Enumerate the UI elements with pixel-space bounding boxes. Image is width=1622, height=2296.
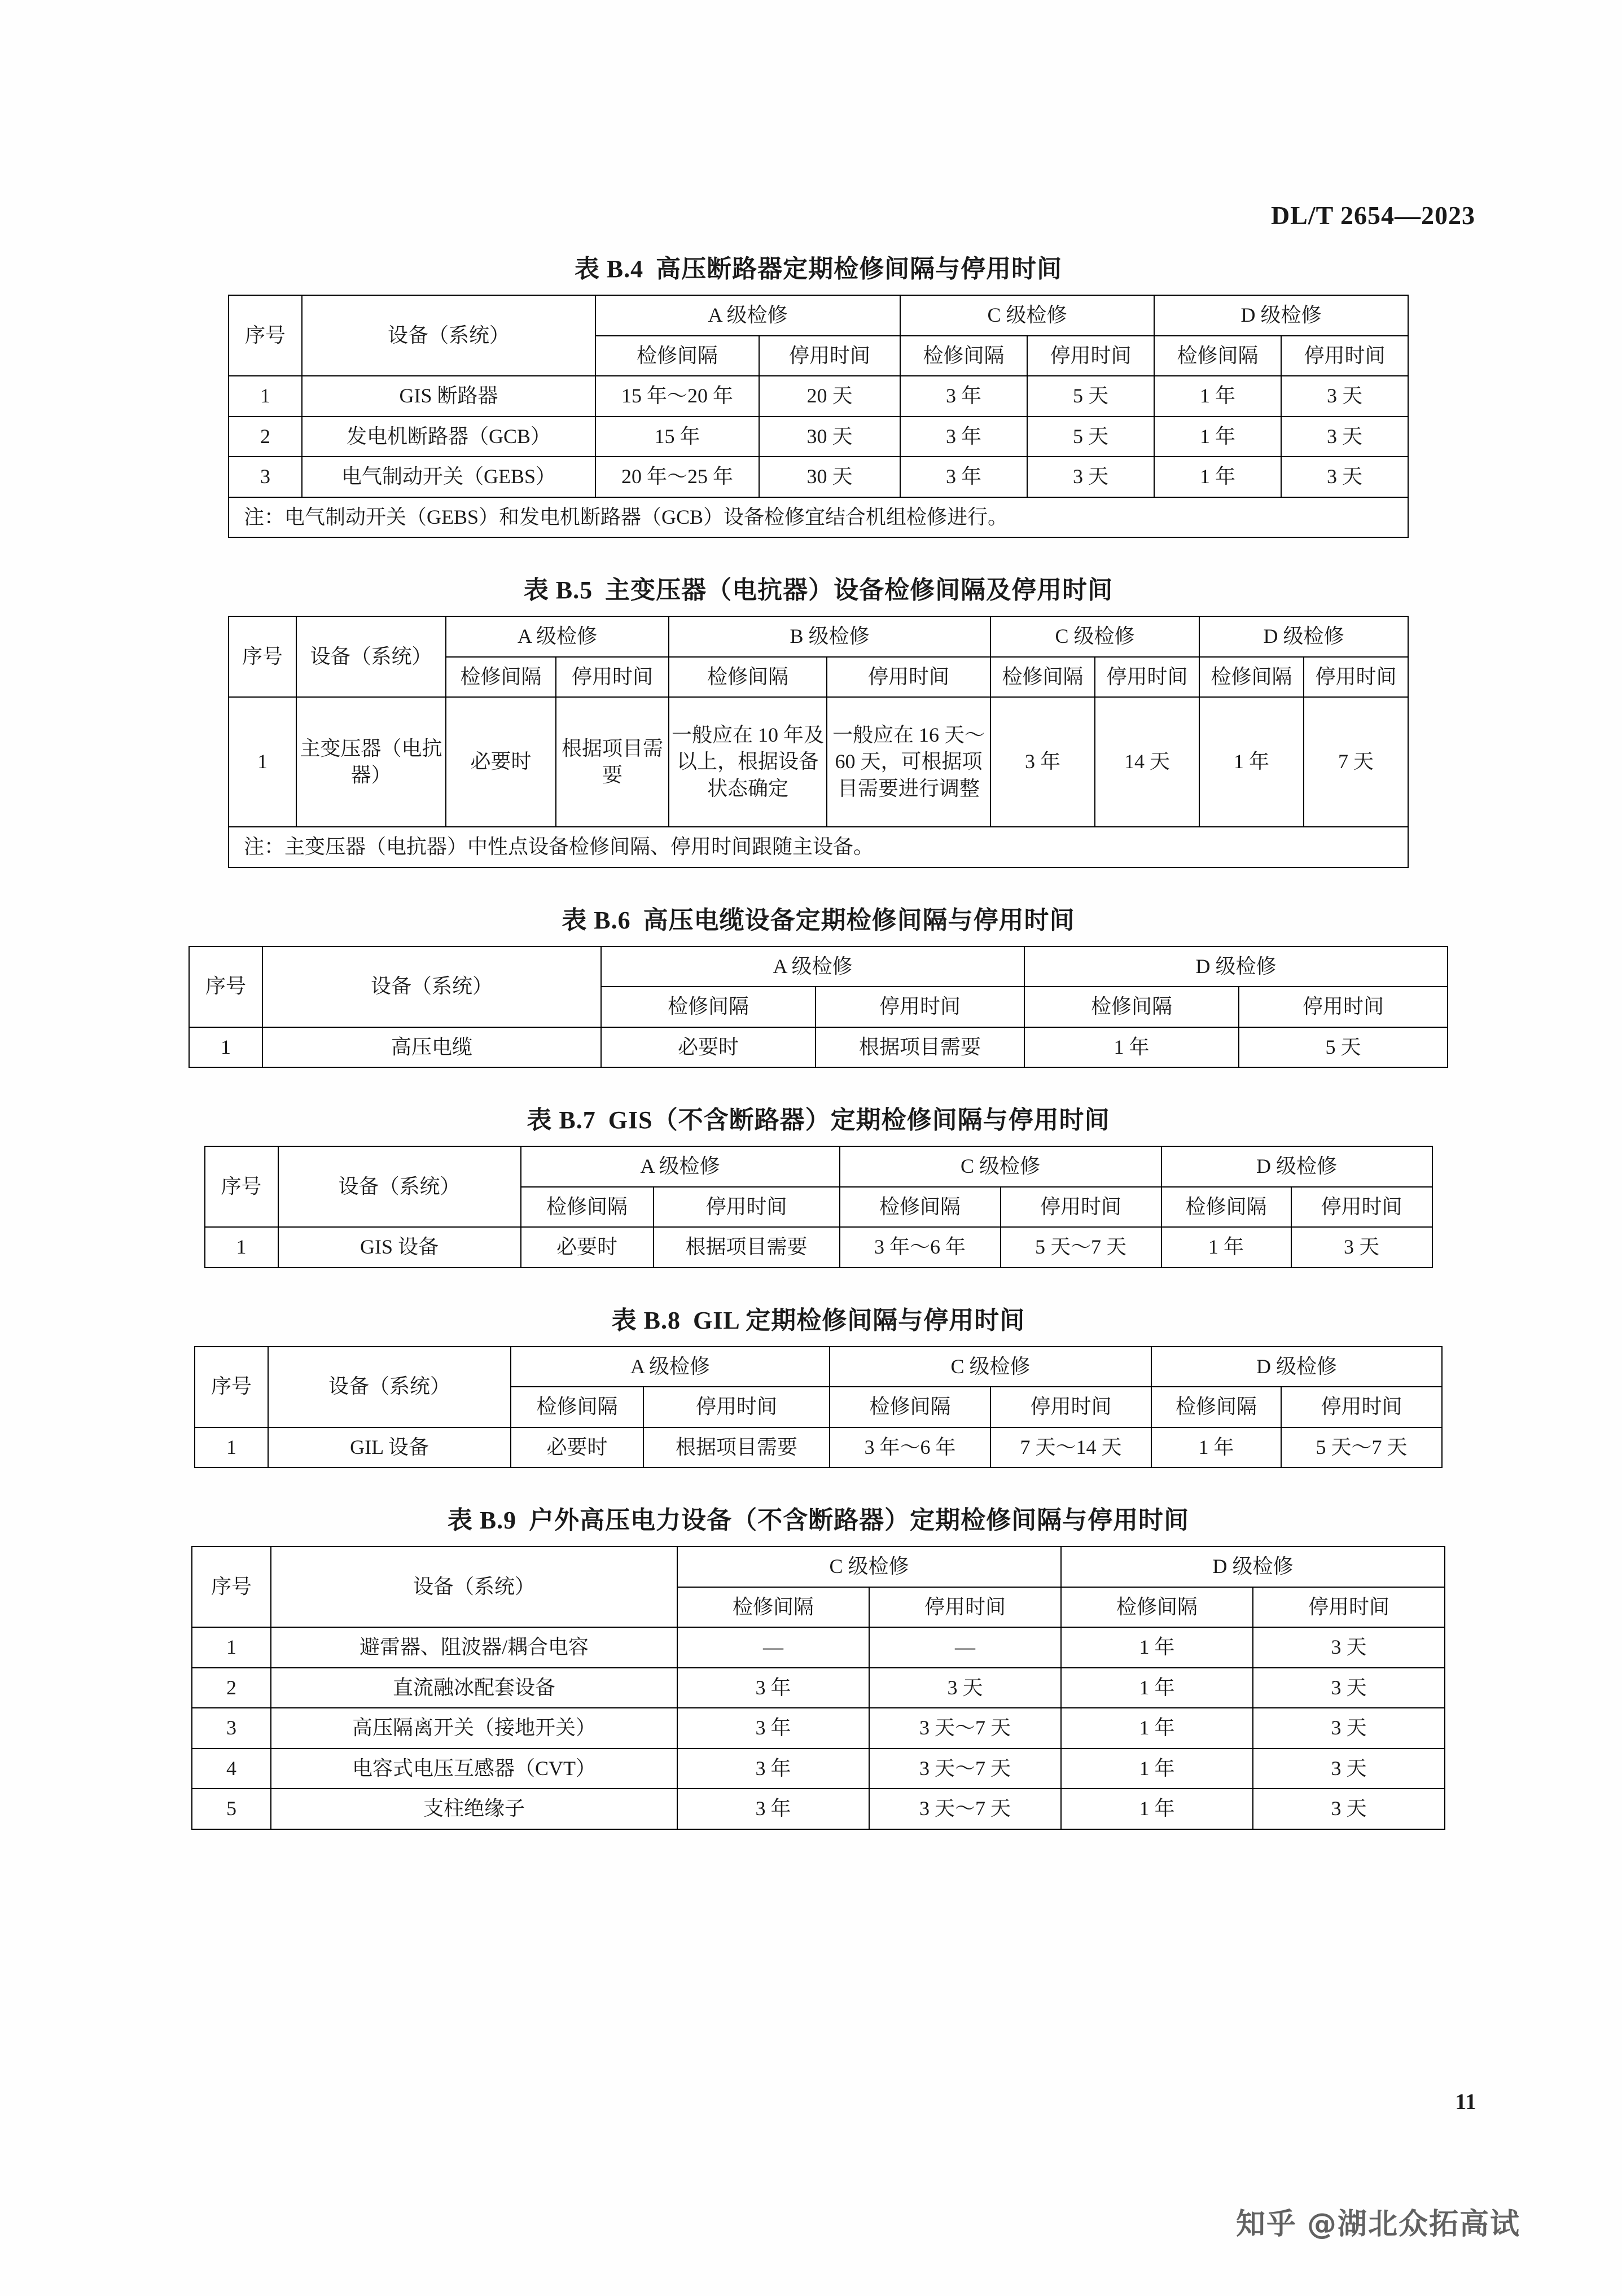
table-label-b4: 表 B.4 — [574, 255, 644, 283]
table-b4 — [228, 295, 1409, 538]
cell: 3 天 — [1281, 376, 1408, 417]
col-subheader: 检修间隔 — [1161, 1187, 1291, 1228]
cell: GIS 断路器 — [302, 376, 595, 417]
cell: 5 天 — [1027, 376, 1154, 417]
table-caption-b9: 户外高压电力设备（不含断路器）定期检修间隔与停用时间 — [529, 1506, 1190, 1535]
col-subheader: 停用时间 — [1291, 1187, 1432, 1228]
table-note-row — [229, 497, 1408, 538]
col-subheader: 停用时间 — [1304, 657, 1408, 698]
col-subheader: 检修间隔 — [595, 336, 759, 376]
cell: 1 — [189, 1027, 262, 1068]
col-header-seq: 序号 — [192, 1546, 271, 1627]
cell: 2 — [192, 1668, 271, 1708]
cell: 20 年～25 年 — [595, 457, 759, 497]
cell: 1 年 — [1151, 1427, 1281, 1468]
col-header-device: 设备（系统） — [262, 947, 601, 1027]
cell: 支柱绝缘子 — [271, 1789, 677, 1829]
col-header-seq: 序号 — [195, 1347, 268, 1427]
cell: 1 — [205, 1227, 278, 1268]
cell: 1 — [195, 1427, 268, 1468]
table-b6 — [188, 946, 1448, 1068]
col-group-d: D 级检修 — [1199, 616, 1408, 657]
cell: 1 年 — [1061, 1708, 1253, 1749]
table-row — [229, 697, 1408, 827]
cell: 电气制动开关（GEBS） — [302, 457, 595, 497]
col-header-seq: 序号 — [229, 616, 296, 697]
cell: 1 — [229, 376, 302, 417]
cell: 电容式电压互感器（CVT） — [271, 1749, 677, 1789]
cell: 3 天～7 天 — [869, 1708, 1061, 1749]
col-subheader: 检修间隔 — [521, 1187, 654, 1228]
col-subheader: 检修间隔 — [511, 1387, 643, 1427]
cell: 3 — [192, 1708, 271, 1749]
cell: 3 年 — [990, 697, 1095, 827]
col-header-seq: 序号 — [229, 295, 302, 376]
col-subheader: 停用时间 — [1095, 657, 1199, 698]
cell: 3 年 — [900, 417, 1027, 457]
col-subheader: 检修间隔 — [830, 1387, 990, 1427]
cell: 根据项目需要 — [643, 1427, 830, 1468]
cell: 避雷器、阻波器/耦合电容 — [271, 1627, 677, 1668]
cell: 15 年 — [595, 417, 759, 457]
col-subheader: 检修间隔 — [669, 657, 827, 698]
page-header-standard-code: DL/T 2654—2023 — [1270, 201, 1475, 230]
col-subheader: 检修间隔 — [1154, 336, 1281, 376]
col-subheader: 检修间隔 — [1199, 657, 1304, 698]
cell: 4 — [192, 1749, 271, 1789]
col-subheader: 停用时间 — [1253, 1587, 1445, 1628]
cell: 3 天 — [1253, 1668, 1445, 1708]
table-title-b4 — [186, 248, 1450, 284]
cell: 3 天 — [1027, 457, 1154, 497]
table-label-b7: 表 B.7 — [527, 1106, 596, 1134]
table-caption-b8: GIL 定期检修间隔与停用时间 — [693, 1306, 1025, 1334]
col-subheader: 检修间隔 — [677, 1587, 869, 1628]
watermark-username: @湖北众拓高试 — [1307, 2207, 1520, 2241]
col-subheader: 检修间隔 — [446, 657, 556, 698]
cell: 1 年 — [1061, 1749, 1253, 1789]
cell: 3 年 — [677, 1708, 869, 1749]
cell: 3 年～6 年 — [840, 1227, 1001, 1268]
col-subheader: 停用时间 — [556, 657, 669, 698]
cell: — — [869, 1627, 1061, 1668]
cell: GIS 设备 — [278, 1227, 521, 1268]
cell: 3 天 — [1281, 457, 1408, 497]
table-header-row — [205, 1146, 1432, 1187]
cell: 1 — [192, 1627, 271, 1668]
cell: 发电机断路器（GCB） — [302, 417, 595, 457]
col-header-device: 设备（系统） — [296, 616, 446, 697]
table-header-row — [195, 1347, 1442, 1387]
col-subheader: 停用时间 — [869, 1587, 1061, 1628]
cell: 必要时 — [521, 1227, 654, 1268]
col-group-a: A 级检修 — [595, 295, 900, 336]
cell: 1 年 — [1154, 457, 1281, 497]
table-caption-b5: 主变压器（电抗器）设备检修间隔及停用时间 — [605, 576, 1114, 604]
cell: 1 年 — [1061, 1627, 1253, 1668]
table-header-row — [229, 295, 1408, 336]
cell: 30 天 — [759, 457, 900, 497]
table-label-b6: 表 B.6 — [562, 906, 631, 934]
cell: 3 天 — [1253, 1789, 1445, 1829]
col-subheader: 停用时间 — [759, 336, 900, 376]
cell: 5 — [192, 1789, 271, 1829]
cell: 3 天 — [1281, 417, 1408, 457]
col-header-device: 设备（系统） — [271, 1546, 677, 1627]
col-subheader: 停用时间 — [1281, 336, 1408, 376]
cell: 3 年 — [677, 1749, 869, 1789]
col-header-device: 设备（系统） — [302, 295, 595, 376]
cell: 1 年 — [1061, 1668, 1253, 1708]
table-note: 注：电气制动开关（GEBS）和发电机断路器（GCB）设备检修宜结合机组检修进行。 — [229, 497, 1408, 538]
table-block-b4 — [186, 248, 1450, 538]
cell: 1 年 — [1161, 1227, 1291, 1268]
watermark — [1236, 2200, 1520, 2242]
table-row — [192, 1708, 1445, 1749]
cell: 主变压器（电抗器） — [296, 697, 446, 827]
col-group-a: A 级检修 — [446, 616, 669, 657]
table-row — [192, 1627, 1445, 1668]
cell: 3 年 — [900, 376, 1027, 417]
cell: 7 天 — [1304, 697, 1408, 827]
table-block-b8 — [186, 1300, 1450, 1469]
table-block-b6 — [186, 900, 1450, 1068]
table-row — [229, 376, 1408, 417]
cell: 高压隔离开关（接地开关） — [271, 1708, 677, 1749]
table-b5 — [228, 616, 1409, 868]
col-group-c: C 级检修 — [990, 616, 1199, 657]
cell: 根据项目需要 — [556, 697, 669, 827]
cell: 3 天 — [869, 1668, 1061, 1708]
page-number: 11 — [1455, 2089, 1476, 2114]
cell: 3 天 — [1291, 1227, 1432, 1268]
table-b7 — [204, 1146, 1433, 1268]
cell: 一般应在 10 年及以上，根据设备状态确定 — [669, 697, 827, 827]
cell: 3 天～7 天 — [869, 1789, 1061, 1829]
cell: 1 年 — [1061, 1789, 1253, 1829]
cell: 14 天 — [1095, 697, 1199, 827]
cell: 2 — [229, 417, 302, 457]
table-title-b9 — [186, 1500, 1450, 1536]
col-subheader: 停用时间 — [654, 1187, 840, 1228]
cell: — — [677, 1627, 869, 1668]
table-block-b7 — [186, 1099, 1450, 1268]
table-note-row — [229, 827, 1408, 867]
col-subheader: 停用时间 — [643, 1387, 830, 1427]
col-subheader: 停用时间 — [1001, 1187, 1161, 1228]
table-header-row — [229, 616, 1408, 657]
col-group-d: D 级检修 — [1061, 1546, 1445, 1587]
cell: 必要时 — [601, 1027, 816, 1068]
cell: 3 年 — [900, 457, 1027, 497]
table-header-row — [189, 947, 1448, 987]
cell: 3 天 — [1253, 1627, 1445, 1668]
table-title-b6 — [186, 900, 1450, 936]
table-block-b5 — [186, 569, 1450, 868]
table-caption-b7: GIS（不含断路器）定期检修间隔与停用时间 — [608, 1106, 1110, 1134]
col-group-a: A 级检修 — [601, 947, 1024, 987]
cell: 3 — [229, 457, 302, 497]
cell: 1 年 — [1199, 697, 1304, 827]
table-note: 注：主变压器（电抗器）中性点设备检修间隔、停用时间跟随主设备。 — [229, 827, 1408, 867]
cell: 1 年 — [1024, 1027, 1239, 1068]
table-row — [192, 1749, 1445, 1789]
col-group-a: A 级检修 — [521, 1146, 840, 1187]
col-group-c: C 级检修 — [840, 1146, 1161, 1187]
table-block-b9 — [186, 1500, 1450, 1830]
col-subheader: 检修间隔 — [1061, 1587, 1253, 1628]
cell: 3 天～7 天 — [869, 1749, 1061, 1789]
cell: 高压电缆 — [262, 1027, 601, 1068]
cell: 3 年 — [677, 1789, 869, 1829]
table-row — [205, 1227, 1432, 1268]
cell: 根据项目需要 — [816, 1027, 1024, 1068]
col-subheader: 停用时间 — [827, 657, 990, 698]
table-row — [189, 1027, 1448, 1068]
cell: 必要时 — [446, 697, 556, 827]
table-label-b8: 表 B.8 — [611, 1306, 681, 1334]
cell: 15 年～20 年 — [595, 376, 759, 417]
table-caption-b6: 高压电缆设备定期检修间隔与停用时间 — [643, 906, 1075, 934]
col-header-device: 设备（系统） — [268, 1347, 511, 1427]
cell: 3 年 — [677, 1668, 869, 1708]
cell: 一般应在 16 天～60 天，可根据项目需要进行调整 — [827, 697, 990, 827]
cell: 5 天 — [1239, 1027, 1448, 1068]
table-label-b9: 表 B.9 — [447, 1506, 517, 1535]
col-subheader: 检修间隔 — [900, 336, 1027, 376]
col-subheader: 停用时间 — [1027, 336, 1154, 376]
cell: 7 天～14 天 — [990, 1427, 1151, 1468]
document-content — [186, 248, 1450, 1861]
table-row — [229, 417, 1408, 457]
cell: GIL 设备 — [268, 1427, 511, 1468]
col-subheader: 停用时间 — [990, 1387, 1151, 1427]
col-subheader: 检修间隔 — [601, 987, 816, 1027]
table-row — [195, 1427, 1442, 1468]
col-subheader: 检修间隔 — [1024, 987, 1239, 1027]
col-header-seq: 序号 — [205, 1146, 278, 1227]
cell: 3 年～6 年 — [830, 1427, 990, 1468]
col-group-b: B 级检修 — [669, 616, 990, 657]
col-subheader: 停用时间 — [1239, 987, 1448, 1027]
cell: 必要时 — [511, 1427, 643, 1468]
cell: 1 年 — [1154, 376, 1281, 417]
table-header-row — [192, 1546, 1445, 1587]
cell: 30 天 — [759, 417, 900, 457]
cell: 1 — [229, 697, 296, 827]
col-group-d: D 级检修 — [1161, 1146, 1432, 1187]
col-group-d: D 级检修 — [1024, 947, 1448, 987]
table-title-b5 — [186, 569, 1450, 606]
cell: 1 年 — [1154, 417, 1281, 457]
table-row — [192, 1789, 1445, 1829]
col-header-seq: 序号 — [189, 947, 262, 1027]
col-subheader: 检修间隔 — [1151, 1387, 1281, 1427]
col-group-d: D 级检修 — [1154, 295, 1408, 336]
cell: 直流融冰配套设备 — [271, 1668, 677, 1708]
col-subheader: 停用时间 — [1281, 1387, 1442, 1427]
table-label-b5: 表 B.5 — [523, 576, 593, 604]
col-header-device: 设备（系统） — [278, 1146, 521, 1227]
col-group-c: C 级检修 — [830, 1347, 1151, 1387]
cell: 3 天 — [1253, 1749, 1445, 1789]
table-row — [229, 457, 1408, 497]
zhihu-logo: 知乎 — [1235, 2207, 1297, 2241]
cell: 根据项目需要 — [654, 1227, 840, 1268]
table-caption-b4: 高压断路器定期检修间隔与停用时间 — [656, 255, 1063, 283]
col-subheader: 检修间隔 — [990, 657, 1095, 698]
table-b9 — [191, 1546, 1445, 1830]
col-group-d: D 级检修 — [1151, 1347, 1442, 1387]
table-b8 — [194, 1346, 1443, 1469]
table-title-b7 — [186, 1099, 1450, 1136]
table-title-b8 — [186, 1300, 1450, 1336]
cell: 5 天～7 天 — [1001, 1227, 1161, 1268]
cell: 5 天～7 天 — [1281, 1427, 1442, 1468]
col-group-a: A 级检修 — [511, 1347, 830, 1387]
col-subheader: 停用时间 — [816, 987, 1024, 1027]
cell: 20 天 — [759, 376, 900, 417]
cell: 5 天 — [1027, 417, 1154, 457]
table-row — [192, 1668, 1445, 1708]
col-subheader: 检修间隔 — [840, 1187, 1001, 1228]
col-group-c: C 级检修 — [677, 1546, 1061, 1587]
col-group-c: C 级检修 — [900, 295, 1154, 336]
cell: 3 天 — [1253, 1708, 1445, 1749]
